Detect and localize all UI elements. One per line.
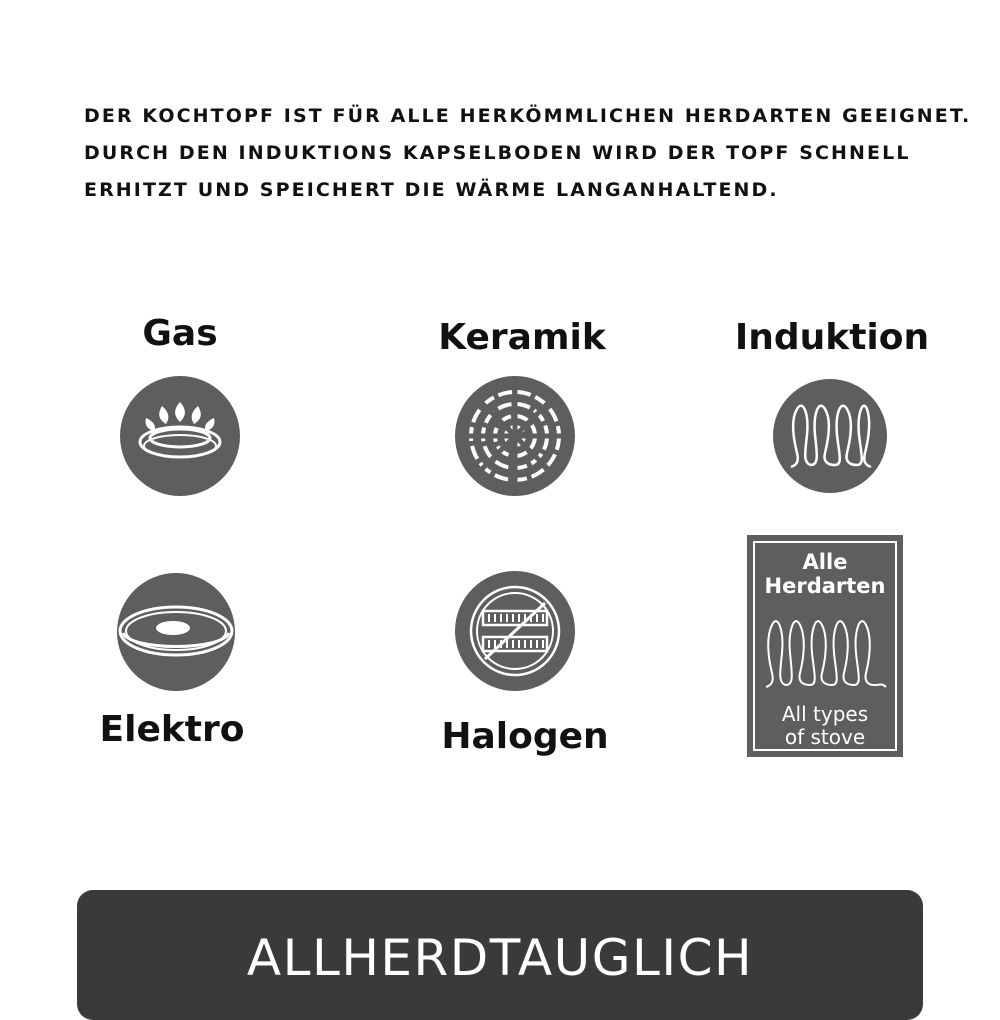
ceramic-hob-icon bbox=[455, 376, 575, 496]
badge-title-line1: Alle bbox=[802, 550, 848, 574]
induktion-label: Induktion bbox=[734, 317, 930, 358]
intro-line-2: DURCH DEN INDUKTIONS KAPSELBODEN WIRD DER TOPF SCHNELL bbox=[84, 142, 911, 164]
induction-coil-icon bbox=[773, 379, 887, 493]
elektro-label: Elektro bbox=[99, 709, 245, 750]
badge-frame bbox=[753, 541, 897, 751]
intro-text bbox=[84, 98, 984, 209]
badge-sub-line1: All types bbox=[781, 702, 869, 726]
banner-text: ALLHERDTAUGLICH bbox=[246, 929, 754, 987]
keramik-label: Keramik bbox=[438, 317, 606, 358]
coil-icon bbox=[764, 603, 888, 697]
intro-line-1: DER KOCHTOPF IST FÜR ALLE HERKÖMMLICHEN HERDARTEN GEEIGNET. bbox=[84, 105, 972, 127]
halogen-hob-icon bbox=[455, 571, 575, 691]
gas-label: Gas bbox=[142, 313, 218, 354]
halogen-label: Halogen bbox=[441, 716, 609, 757]
electric-plate-icon bbox=[117, 573, 235, 691]
all-stoves-badge bbox=[747, 535, 903, 757]
gas-burner-icon bbox=[120, 376, 240, 496]
intro-line-3: ERHITZT UND SPEICHERT DIE WÄRME LANGANHALTEND. bbox=[84, 179, 779, 201]
badge-sub-line2: of stove bbox=[784, 725, 866, 749]
allherdtauglich-banner bbox=[77, 890, 923, 1020]
badge-title-line2: Herdarten bbox=[764, 574, 886, 598]
